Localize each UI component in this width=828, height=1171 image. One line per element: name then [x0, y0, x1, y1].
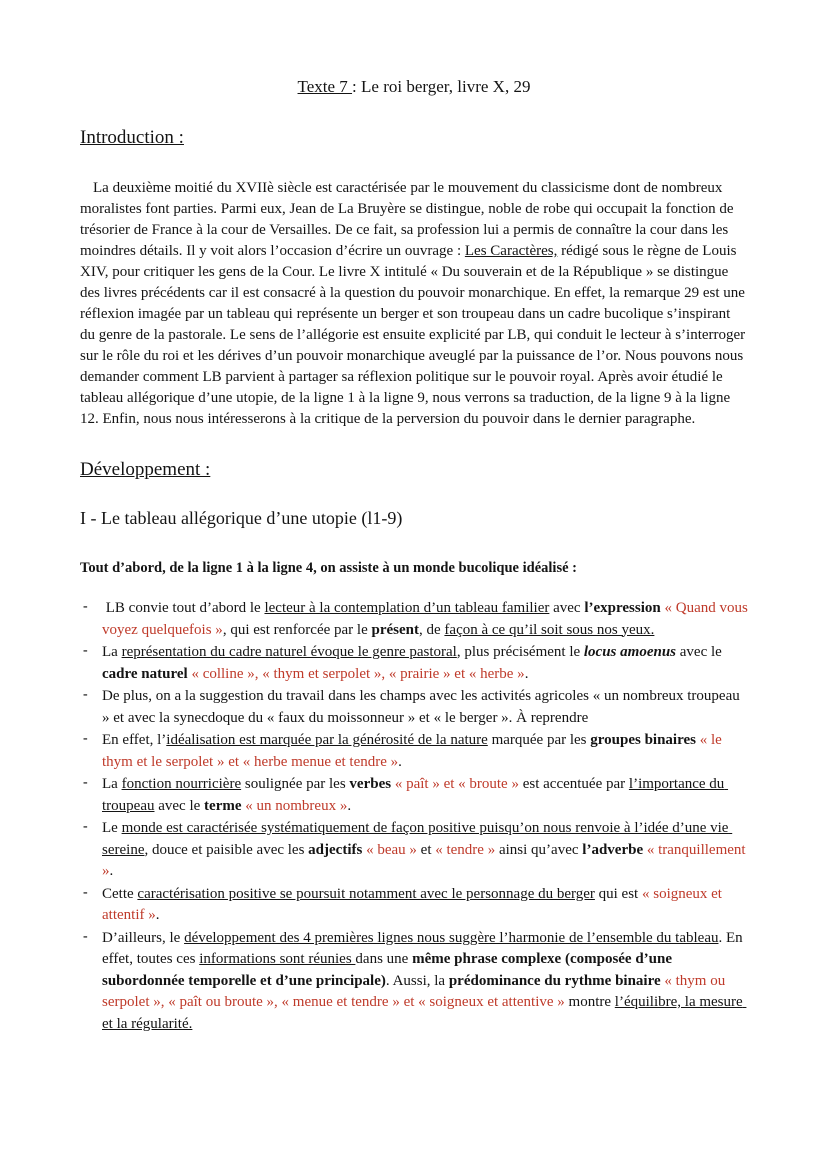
- text-run: caractérisation positive se poursuit notamment avec le personnage du berger: [137, 885, 595, 902]
- text-run: .: [109, 863, 114, 879]
- bullet-dash-marker: -: [83, 731, 88, 746]
- quoted-citation: « tendre »: [435, 841, 496, 858]
- bullet-dash-marker: -: [83, 819, 88, 834]
- bullet-dash-marker: -: [83, 884, 88, 900]
- text-run: , douce et paisible avec les: [144, 841, 309, 858]
- text-run: informations sont réunies: [199, 951, 356, 967]
- text-run: fonction nourricière: [121, 776, 242, 792]
- text-run: groupes binaires: [590, 732, 696, 748]
- bullet-dash-marker: -: [83, 687, 88, 702]
- bullet-text: [102, 886, 726, 924]
- text-run: dans une: [355, 951, 413, 967]
- text-run: ainsi qu’avec: [495, 841, 583, 858]
- text-run: locus amoenus: [583, 644, 676, 660]
- quoted-citation: « paît » et « broute »: [394, 776, 519, 792]
- quoted-citation: « beau »: [366, 841, 417, 858]
- introduction-heading: Introduction :: [80, 127, 184, 148]
- bullet-dash-marker: -: [83, 599, 88, 614]
- bullet-dash-marker: -: [83, 643, 88, 658]
- text-run: De plus, on a la suggestion du travail dans les champs avec les activités agricoles « un nombreux troupeau » et avec la synecdoque du « faux du moissonneur » et « le berger ». À reprendre: [102, 688, 744, 726]
- bullet-text: [102, 688, 744, 726]
- text-run: terme: [204, 797, 242, 814]
- list-item: [80, 928, 748, 1036]
- text-run: verbes: [349, 776, 392, 792]
- text-run: avec le: [154, 797, 205, 814]
- text-run: montre: [564, 994, 615, 1010]
- text-run: l’importance du troupeau: [102, 776, 729, 814]
- text-run: .: [347, 797, 352, 814]
- quoted-citation: « soigneux et attentif »: [102, 885, 726, 923]
- text-run: : Le roi berger, livre X, 29: [352, 77, 531, 96]
- text-run: En effet, l’: [102, 732, 167, 748]
- bullet-text: [102, 644, 726, 682]
- list-item: [80, 730, 748, 773]
- introduction-paragraph: [80, 178, 748, 430]
- bullet-text: [102, 600, 752, 638]
- part1-heading: I - Le tableau allégorique d’une utopie (l1-9): [80, 508, 403, 528]
- text-run: avec: [549, 600, 585, 616]
- text-run: qui est: [594, 885, 642, 902]
- bullet-text: [102, 776, 728, 814]
- text-run: adjectifs: [308, 841, 363, 858]
- quoted-citation: « colline », « thym et serpolet », « prairie » et « herbe »: [191, 665, 525, 682]
- text-run: prédominance du rythme binaire: [448, 972, 661, 989]
- quoted-citation: « Quand vous voyez quelquefois »: [102, 600, 752, 638]
- text-run: .: [155, 907, 160, 923]
- text-run: La deuxième moitié du XVIIè siècle est caractérisée par le mouvement du classicisme dont de nombreux moralistes font parties. Parmi eux, Jean de La Bruyère se distingue, noble de robe qui occupait la fonction de trésorier de France à la cour de Versailles. De ce fait, sa profession lui a permis de connaître la cour dans les moindres détails. Il y voit alors l’occasion d’écrire un ouvrage :: [80, 180, 738, 259]
- text-run: .: [398, 753, 402, 770]
- text-run: est accentuée par: [518, 776, 629, 792]
- text-run: façon à ce qu’il soit sous nos yeux.: [444, 621, 655, 638]
- text-run: La: [102, 644, 122, 660]
- text-run: monde est caractérisée systématiquement de façon positive puisqu’on nous renvoie à l’idée d’une vie sereine: [102, 820, 733, 858]
- text-run: présent: [371, 621, 419, 638]
- text-run: soulignée par les: [241, 776, 350, 792]
- bullet-text: [102, 732, 726, 770]
- text-run: l’équilibre, la mesure et la régularité.: [102, 994, 747, 1032]
- text-run: Les Caractères,: [464, 243, 558, 259]
- quoted-citation: « le thym et le serpolet » et « herbe menue et tendre »: [102, 732, 726, 770]
- text-run: . En effet, toutes ces: [102, 929, 747, 967]
- text-run: , de: [419, 621, 445, 638]
- text-run: représentation du cadre naturel évoque le genre pastoral: [121, 644, 457, 660]
- bullet-dash-marker: -: [83, 775, 88, 790]
- text-run: D’ailleurs, le: [102, 929, 185, 946]
- text-run: marquée par les: [487, 732, 591, 748]
- text-run: et: [416, 841, 436, 858]
- list-item: [80, 598, 752, 641]
- analysis-bullet-list: [80, 598, 752, 1035]
- document-title: [80, 76, 748, 98]
- text-run: l’expression: [584, 600, 661, 616]
- text-run: Le: [102, 820, 122, 836]
- text-run: .: [524, 665, 529, 682]
- quoted-citation: « un nombreux »: [245, 797, 348, 814]
- developpement-heading: Développement :: [80, 459, 211, 480]
- text-run: même phrase complexe (composée d’une subordonnée temporelle et d’une principale): [102, 951, 676, 989]
- text-run: LB convie tout d’abord le: [102, 600, 265, 616]
- text-run: cadre naturel: [102, 665, 188, 682]
- text-run: avec le: [676, 644, 726, 660]
- text-run: l’adverbe: [582, 841, 644, 858]
- quoted-citation: « thym ou serpolet », « paît ou broute », « menue et tendre » et « soigneux et attentive »: [102, 972, 729, 1010]
- text-run: , qui est renforcée par le: [222, 621, 372, 638]
- text-run: développement des 4 premières lignes nous suggère l’harmonie de l’ensemble du tableau: [184, 929, 719, 946]
- text-run: , plus précisément le: [456, 644, 584, 660]
- bullet-text: [102, 820, 749, 879]
- part1-axis-statement: Tout d’abord, de la ligne 1 à la ligne 4, on assiste à un monde bucolique idéalisé :: [80, 560, 577, 576]
- text-run: lecteur à la contemplation d’un tableau familier: [264, 600, 550, 616]
- list-item: [80, 774, 748, 817]
- text-run: rédigé sous le règne de Louis XIV, pour critiquer les gens de la Cour. Le livre X intitulé « Du souverain et de la République » se distingue des livres précédents car il est consacré à la question du pouvoir monarchique. En effet, la remarque 29 est une réflexion imagée par un tableau qui représente un berger et son troupeau dans un cadre bucolique s’inspirant du genre de la pastorale. Le sens de l’allégorie est ensuite explicité par LB, qui conduit le lecteur à s’interroger sur le rôle du roi et les dérives d’un pouvoir monarchique aveuglé par la puissance de l’or. Nous pouvons nous demander comment LB parvient à partager sa réflexion politique sur le pouvoir royal. Après avoir étudié le tableau allégorique d’une utopie, de la ligne 1 à la ligne 9, nous verrons sa traduction, de la ligne 9 à la ligne 12. Enfin, nous nous intéresserons à la critique de la perversion du pouvoir dans le dernier paragraphe.: [80, 243, 749, 427]
- list-item: [80, 884, 748, 927]
- list-item: [80, 686, 748, 729]
- text-run: La: [102, 776, 122, 792]
- list-item: [80, 818, 748, 883]
- quoted-citation: « tranquillement »: [102, 841, 750, 879]
- text-run: Texte 7: [297, 77, 353, 96]
- text-run: idéalisation est marquée par la générosité de la nature: [166, 732, 488, 748]
- bullet-text: [102, 930, 746, 1032]
- list-item: [80, 642, 748, 685]
- text-run: . Aussi, la: [385, 972, 449, 989]
- bullet-dash-marker: -: [83, 928, 88, 944]
- text-run: Cette: [102, 885, 138, 902]
